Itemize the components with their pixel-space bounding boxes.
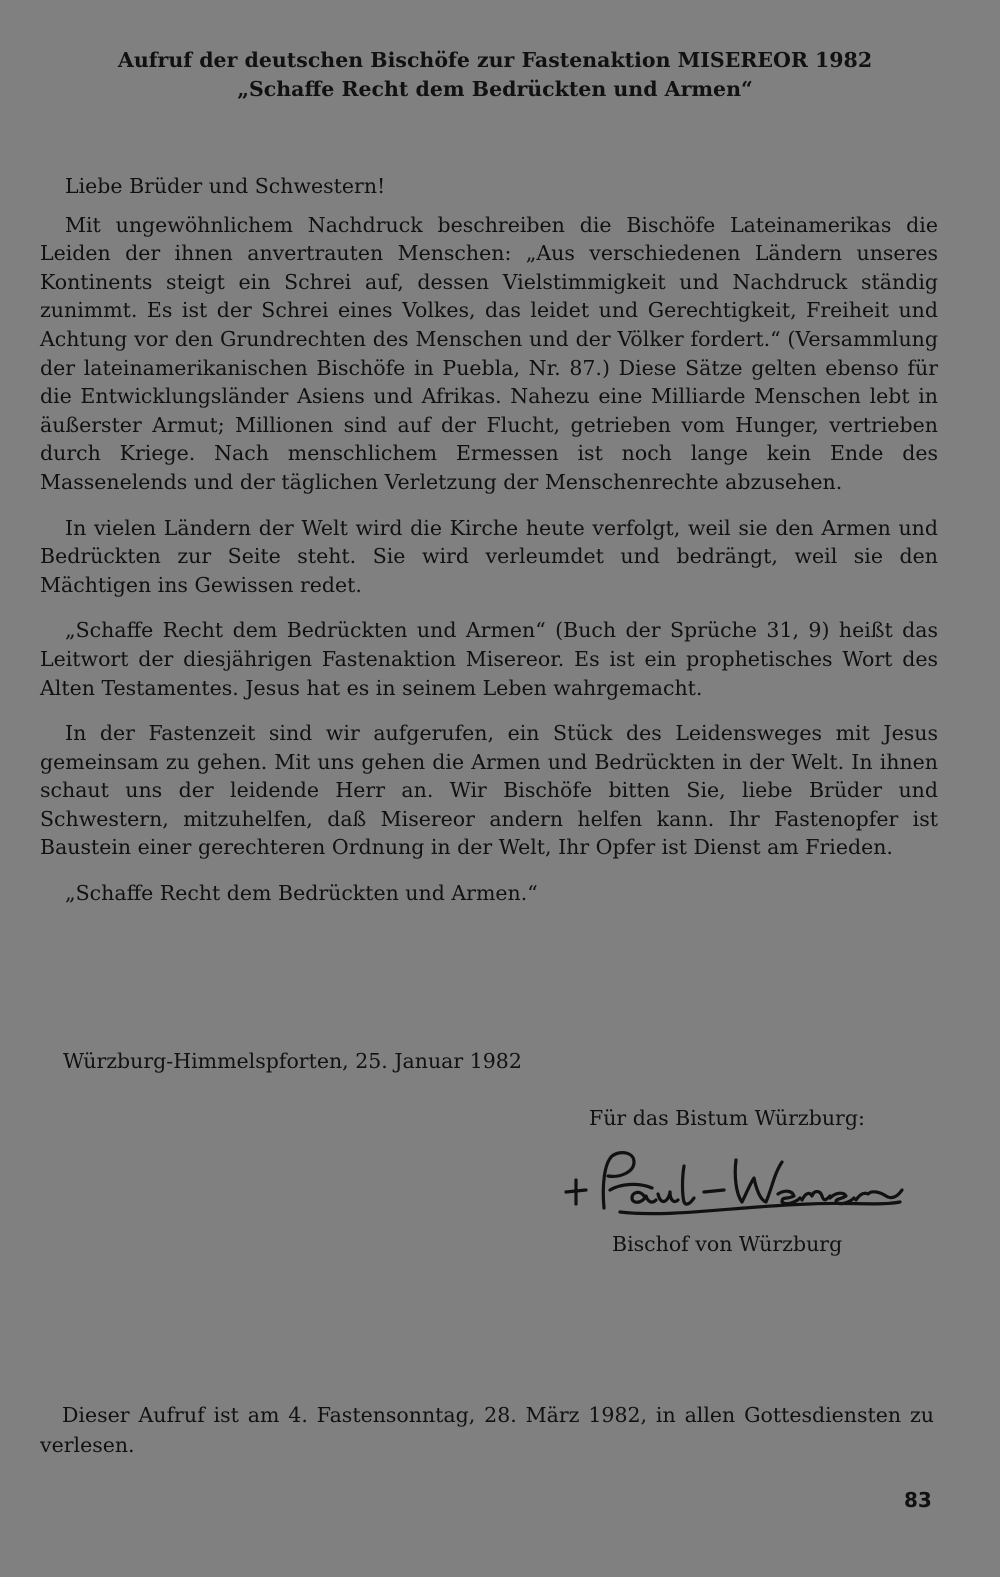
title-line-1: Aufruf der deutschen Bischöfe zur Fastenaktion MISEREOR 1982	[117, 48, 873, 72]
paragraph-3: „Schaffe Recht dem Bedrückten und Armen“ (Buch der Sprüche 31, 9) heißt das Leitwort der diesjährigen Fastenaktion Misereor. Es ist ein prophetisches Wort des Alten Testamentes. Jesus hat es in seinem Leben wahrgemacht.	[40, 618, 938, 700]
paragraph-2: In vielen Ländern der Welt wird die Kirche heute verfolgt, weil sie den Armen und Bedrückten zur Seite steht. Sie wird verleumdet und bedrängt, weil sie den Mächtigen ins Gewissen redet.	[40, 515, 938, 597]
handwritten-signature	[560, 1146, 920, 1226]
page-number: 83	[904, 1488, 932, 1512]
signature-for-line: Für das Bistum Würzburg:	[589, 1106, 865, 1130]
reading-note: Dieser Aufruf ist am 4. Fastensonntag, 28. März 1982, in allen Gottesdiensten zu verlesen.	[40, 1403, 934, 1457]
signature-title: Bischof von Würzburg	[612, 1232, 843, 1256]
paragraph-1: Mit ungewöhnlichem Nachdruck beschreiben die Bischöfe Lateinamerikas die Leiden der ihnen anvertrauten Menschen: „Aus verschiedenen Ländern unseres Kontinents steigt ein Schrei auf, dessen Vielstimmigkeit und Nachdruck ständig zunimmt. Es ist der Schrei eines Volkes, das leidet und Gerechtigkeit, Freiheit und Achtung vor den Grundrechten des Menschen und der Völker fordert.“ (Versammlung der lateinamerikanischen Bischöfe in Puebla, Nr. 87.) Diese Sätze gelten ebenso für die Entwicklungsländer Asiens und Afrikas. Nahezu eine Milliarde Menschen lebt in äußerster Armut; Millionen sind auf der Flucht, getrieben vom Hunger, vertrieben durch Kriege. Nach menschlichem Ermessen ist noch lange kein Ende des Massenelends und der täglichen Verletzung der Menschenrechte abzusehen.	[40, 212, 938, 494]
place-date: Würzburg-Himmelspforten, 25. Januar 1982	[63, 1049, 522, 1073]
document-title	[0, 46, 990, 104]
title-line-2: „Schaffe Recht dem Bedrückten und Armen“	[237, 77, 753, 101]
salutation: Liebe Brüder und Schwestern!	[65, 174, 386, 198]
paragraph-4: In der Fastenzeit sind wir aufgerufen, ein Stück des Leidensweges mit Jesus gemeinsam zu gehen. Mit uns gehen die Armen und Bedrückten in der Welt. In ihnen schaut uns der leidende Herr an. Wir Bischöfe bitten Sie, liebe Brüder und Schwestern, mitzuhelfen, daß Misereor andern helfen kann. Ihr Fastenopfer ist Baustein einer gerechteren Ordnung in der Welt, Ihr Opfer ist Dienst am Frieden.	[40, 721, 938, 860]
letter-body	[40, 172, 938, 925]
paragraph-5-motto: „Schaffe Recht dem Bedrückten und Armen.“	[65, 881, 538, 906]
